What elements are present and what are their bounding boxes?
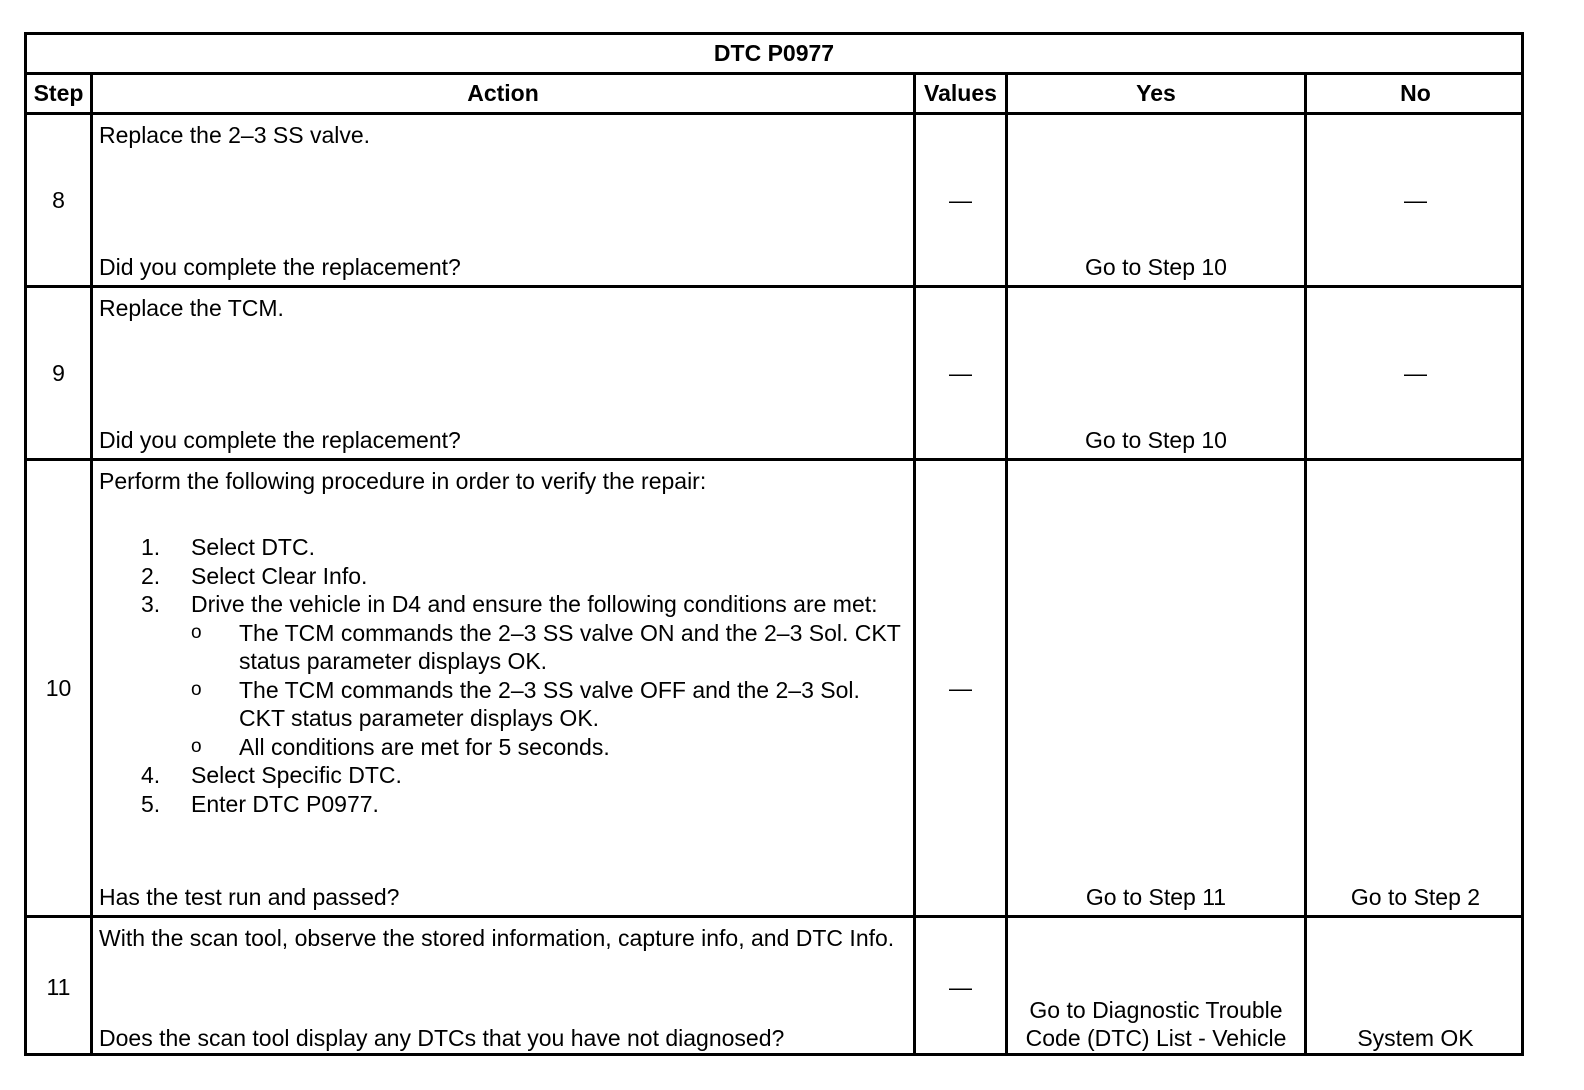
procedure-step-number: 2. [141, 562, 161, 589]
table-title-row [27, 35, 1521, 75]
no-result: System OK [1357, 1025, 1474, 1051]
procedure-step-number: 4. [141, 762, 161, 788]
table-row-step-8 [27, 115, 1521, 288]
dtc-table [24, 32, 1524, 1056]
procedure-step [141, 790, 905, 819]
action-cell [93, 461, 916, 915]
yes-cell [1008, 461, 1307, 915]
yes-cell [1008, 918, 1307, 1056]
step-number: 9 [27, 288, 93, 458]
no-cell [1307, 461, 1524, 915]
table-title: DTC P0977 [713, 40, 835, 66]
action-instruction: Perform the following procedure in order to verify the repair: [99, 468, 707, 494]
condition-text: The TCM commands the 2–3 SS valve ON and the 2–3 Sol. CKT status parameter displays OK. [239, 619, 901, 674]
table-header-row [27, 75, 1521, 115]
procedure-step-text: Select Specific DTC. [191, 762, 402, 788]
header-action: Action [93, 75, 916, 112]
action-instruction: Replace the TCM. [99, 295, 284, 321]
action-cell [93, 288, 916, 458]
bullet-icon: o [191, 735, 202, 757]
yes-result: Go to Step 11 [1085, 884, 1227, 910]
action-question: Did you complete the replacement? [99, 254, 461, 280]
step-number: 8 [27, 115, 93, 285]
header-step: Step [27, 75, 93, 112]
action-question: Does the scan tool display any DTCs that you have not diagnosed? [99, 1025, 785, 1051]
yes-result: Go to Step 10 [1085, 427, 1227, 453]
yes-cell [1008, 288, 1307, 458]
procedure-step-number: 1. [141, 534, 161, 560]
action-cell [93, 115, 916, 285]
action-question: Did you complete the replacement? [99, 427, 461, 453]
action-cell [93, 918, 916, 1056]
procedure-step-number: 5. [141, 790, 161, 817]
condition-text: All conditions are met for 5 seconds. [239, 733, 610, 760]
bullet-icon: o [191, 678, 202, 700]
header-values: Values [916, 75, 1008, 112]
yes-result: Go to Step 10 [1085, 254, 1227, 280]
table-row-step-10 [27, 461, 1521, 918]
action-instruction: Replace the 2–3 SS valve. [99, 122, 371, 148]
action-question: Has the test run and passed? [99, 884, 400, 910]
values-cell: — [916, 918, 1008, 1056]
table-row-step-11 [27, 918, 1521, 1056]
yes-cell [1008, 115, 1307, 285]
condition-item [141, 676, 905, 733]
no-cell: — [1404, 359, 1427, 386]
no-cell: — [1404, 186, 1427, 213]
procedure-step-text: Drive the vehicle in D4 and ensure the following conditions are met: [191, 591, 878, 617]
procedure-step [141, 562, 905, 591]
header-no: No [1400, 80, 1431, 106]
no-result: Go to Step 2 [1350, 884, 1481, 910]
procedure-step-text: Select Clear Info. [191, 562, 368, 589]
condition-item [141, 733, 905, 762]
condition-text: The TCM commands the 2–3 SS valve OFF and the 2–3 Sol. CKT status parameter displays OK. [239, 676, 860, 731]
action-instruction: With the scan tool, observe the stored information, capture info, and DTC Info. [99, 925, 895, 951]
bullet-icon: o [191, 621, 202, 643]
values-cell: — [916, 461, 1008, 915]
values-cell: — [916, 288, 1008, 458]
procedure-step-number: 3. [141, 591, 161, 617]
condition-item [141, 619, 905, 676]
procedure-step [141, 761, 905, 790]
yes-result: Go to Diagnostic Trouble Code (DTC) List - Vehicle [1025, 997, 1287, 1051]
no-cell [1307, 918, 1524, 1056]
table-row-step-9 [27, 288, 1521, 461]
header-yes: Yes [1008, 75, 1307, 112]
procedure-step [141, 533, 905, 562]
procedure-list [141, 533, 905, 818]
procedure-step-text: Enter DTC P0977. [191, 790, 379, 817]
condition-list [141, 619, 905, 762]
values-cell: — [916, 115, 1008, 285]
procedure-step [141, 590, 905, 761]
procedure-step-text: Select DTC. [191, 534, 315, 560]
step-number: 11 [27, 918, 93, 1056]
step-number: 10 [27, 461, 93, 915]
